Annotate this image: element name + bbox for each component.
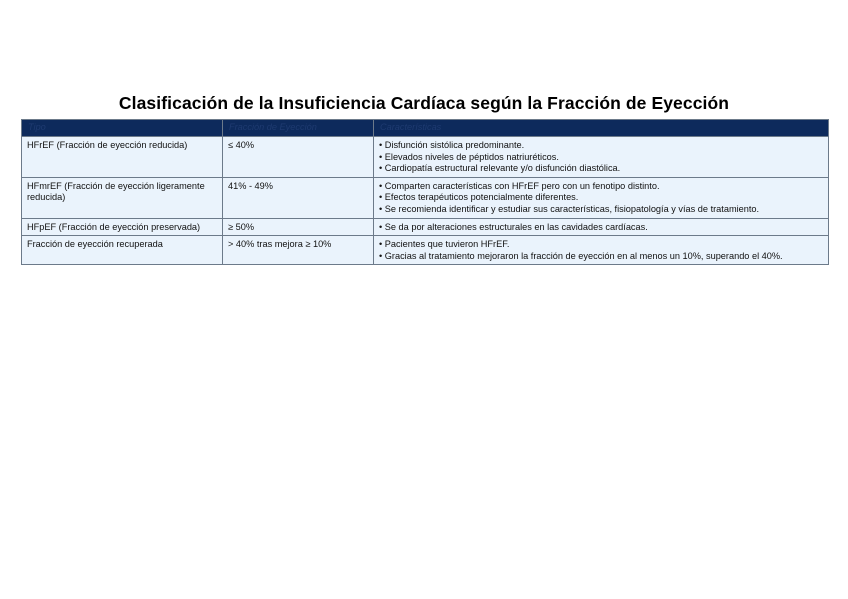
heart-failure-classification-table (21, 119, 829, 265)
cell-type: HFmrEF (Fracción de eyección ligeramente reducida) (22, 177, 223, 218)
cell-characteristics (374, 177, 829, 218)
header-characteristics: Características (374, 120, 829, 137)
table-header-row (22, 120, 829, 137)
header-type: Tipo (22, 120, 223, 137)
document-title: Clasificación de la Insuficiencia Cardíaca según la Fracción de Eyección (118, 92, 730, 113)
characteristic-item: • Gracias al tratamiento mejoraron la fracción de eyección en al menos un 10%, superando el 40%. (379, 250, 783, 261)
characteristic-item: • Se da por alteraciones estructurales en las cavidades cardíacas. (379, 221, 648, 232)
cell-characteristics (374, 218, 829, 236)
cell-fraction: 41% - 49% (223, 177, 374, 218)
characteristic-item: • Elevados niveles de péptidos natriuréticos. (379, 151, 559, 162)
cell-type: Fracción de eyección recuperada (22, 236, 223, 265)
cell-type: HFpEF (Fracción de eyección preservada) (22, 218, 223, 236)
cell-type: HFrEF (Fracción de eyección reducida) (22, 137, 223, 178)
characteristic-item: • Pacientes que tuvieron HFrEF. (379, 239, 510, 250)
cell-fraction: > 40% tras mejora ≥ 10% (223, 236, 374, 265)
cell-characteristics (374, 236, 829, 265)
cell-fraction: ≤ 40% (223, 137, 374, 178)
characteristic-item: • Se recomienda identificar y estudiar sus características, fisiopatología y vías de tratamiento. (379, 203, 760, 214)
characteristic-item: • Efectos terapéuticos potencialmente diferentes. (379, 192, 579, 203)
characteristic-item: • Comparten características con HFrEF pero con un fenotipo distinto. (379, 180, 660, 191)
table-row (22, 218, 829, 236)
characteristic-item: • Disfunción sistólica predominante. (379, 140, 525, 150)
cell-characteristics (374, 137, 829, 178)
header-fraction: Fracción de Eyección (223, 120, 374, 137)
characteristic-item: • Cardiopatía estructural relevante y/o disfunción diastólica. (379, 163, 621, 174)
table-row (22, 177, 829, 218)
table-row (22, 236, 829, 265)
cell-fraction: ≥ 50% (223, 218, 374, 236)
table-row (22, 137, 829, 178)
